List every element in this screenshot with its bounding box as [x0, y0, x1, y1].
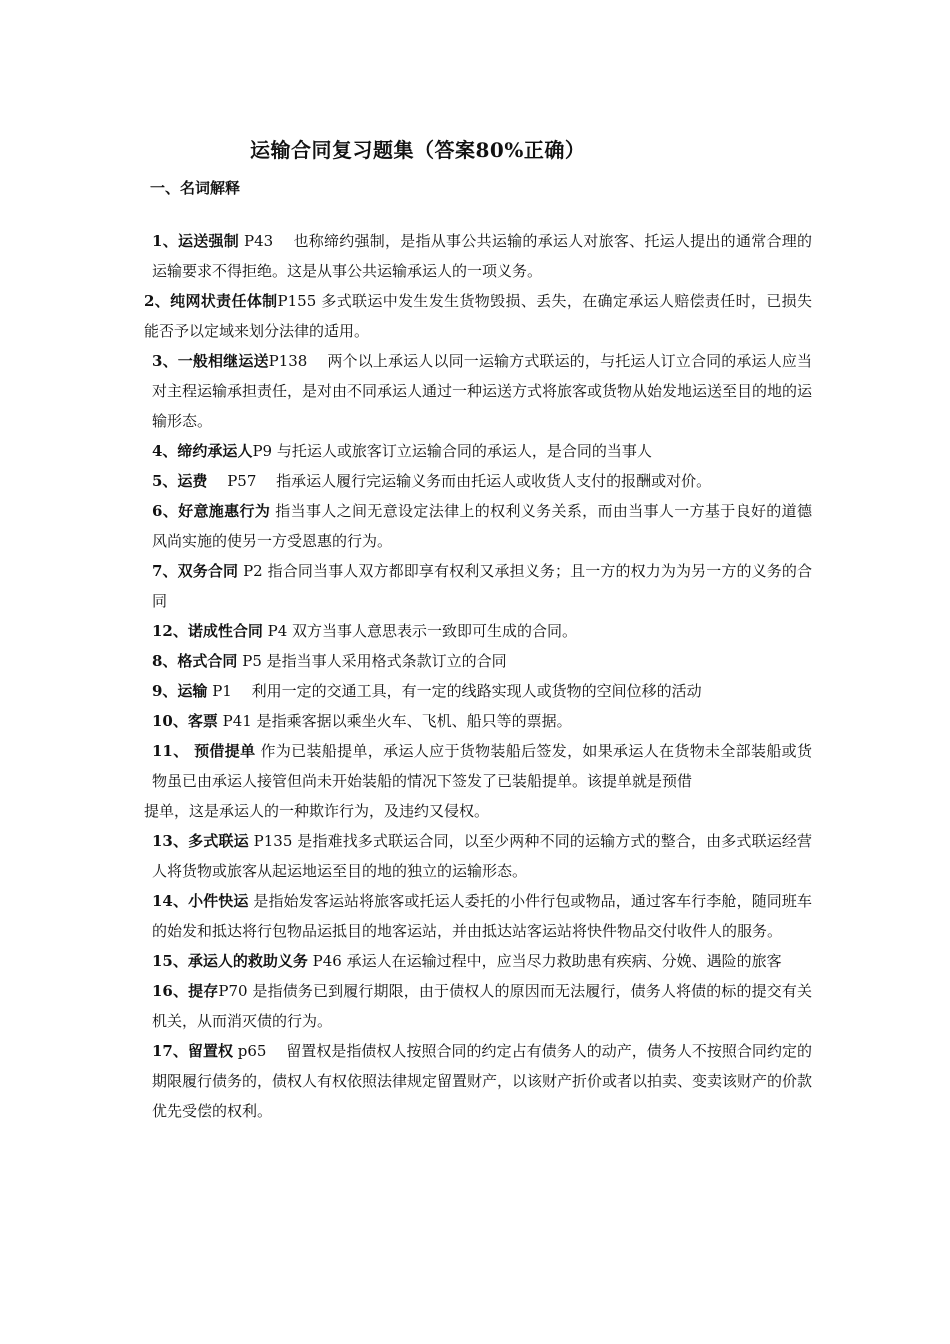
entry-text: P138 两个以上承运人以同一运输方式联运的，与托运人订立合同的承运人应当对主程运输承担责任，是对由不同承运人通过一种运送方式将旅客或货物从始发地运送至目的地的运输形态。 — [152, 352, 813, 430]
entry-text: P2 指合同当事人双方都即享有权利又承担义务；且一方的权力为为另一方的义务的合同 — [152, 562, 812, 610]
entry-text: P155 多式联运中发生发生货物毁损、丢失，在确定承运人赔偿责任时，已损失能否予以定域来划分法律的适用。 — [144, 292, 812, 340]
entry-term: 6、好意施惠行为 — [152, 502, 271, 520]
document-title: 运输合同复习题集（答案80%正确） — [250, 138, 586, 162]
definition-entry — [144, 946, 812, 976]
definition-entry — [144, 556, 812, 616]
definition-entry-continuation — [144, 796, 812, 826]
definition-entry — [144, 226, 812, 286]
definition-entry — [144, 736, 812, 796]
definition-entry — [144, 676, 812, 706]
definition-entry — [144, 976, 812, 1036]
definition-entry — [144, 1036, 812, 1126]
entry-term: 13、多式联运 — [152, 832, 249, 850]
definition-entry — [144, 616, 812, 646]
definition-entry — [144, 346, 812, 436]
entry-term: 12、诺成性合同 — [152, 622, 263, 640]
entry-term: 2、纯网状责任体制 — [144, 292, 278, 310]
section-heading: 一、名词解释 — [150, 179, 241, 197]
entry-term: 10、客票 — [152, 712, 218, 730]
entry-term: 1、运送强制 — [152, 232, 239, 250]
entry-text: P41 是指乘客据以乘坐火车、飞机、船只等的票据。 — [217, 712, 572, 730]
entry-term: 16、提存 — [152, 982, 219, 1000]
definition-entry — [144, 286, 812, 346]
entry-term: 14、小件快运 — [152, 892, 249, 910]
entry-term: 7、双务合同 — [152, 562, 239, 580]
definition-entry — [144, 466, 812, 496]
entry-text: P43 也称缔约强制，是指从事公共运输的承运人对旅客、托运人提出的通常合理的运输要求不得拒绝。这是从事公共运输承运人的一项义务。 — [152, 232, 812, 280]
entry-text: P57 指承运人履行完运输义务而由托运人或收货人支付的报酬或对价。 — [207, 472, 712, 490]
entry-text: p65 留置权是指债权人按照合同的约定占有债务人的动产，债务人不按照合同约定的期限履行债务的，债权人有权依照法律规定留置财产，以该财产折价或者以拍卖、变卖该财产的价款优先受偿的权利。 — [152, 1042, 813, 1120]
entry-term: 15、承运人的救助义务 — [152, 952, 308, 970]
entry-text: P9 与托运人或旅客订立运输合同的承运人，是合同的当事人 — [252, 442, 652, 460]
entry-text: 指当事人之间无意设定法律上的权利义务关系，而由当事人一方基于良好的道德风尚实施的使另一方受恩惠的行为。 — [152, 502, 812, 550]
entry-text: P46 承运人在运输过程中，应当尽力救助患有疾病、分娩、遇险的旅客 — [307, 952, 782, 970]
entry-term: 17、留置权 — [152, 1042, 233, 1060]
entry-text: P5 是指当事人采用格式条款订立的合同 — [237, 652, 507, 670]
definition-entry — [144, 436, 812, 466]
entry-text: P4 双方当事人意思表示一致即可生成的合同。 — [262, 622, 578, 640]
entry-term: 4、缔约承运人 — [152, 442, 253, 460]
entry-text: 作为已装船提单，承运人应于货物装船后签发，如果承运人在货物未全部装船或货物虽已由承运人接管但尚未开始装船的情况下签发了已装船提单。该提单就是预借 — [152, 742, 812, 790]
entry-text: P70 是指债务已到履行期限，由于债权人的原因而无法履行，债务人将债的标的提交有关机关，从而消灭债的行为。 — [152, 982, 813, 1030]
definition-entry — [144, 646, 812, 676]
entry-term: 3、一般相继运送 — [152, 352, 269, 370]
entry-term: 11、 预借提单 — [152, 742, 256, 760]
definition-list — [144, 226, 812, 1126]
entry-text: 是指始发客运站将旅客或托运人委托的小件行包或物品，通过客车行李舱，随同班车的始发和抵达将行包物品运抵目的地客运站，并由抵达站客运站将快件物品交付收件人的服务。 — [152, 892, 812, 940]
definition-entry — [144, 886, 812, 946]
entry-text: P135 是指难找多式联运合同，以至少两种不同的运输方式的整合，由多式联运经营人将货物或旅客从起运地运至目的地的独立的运输形态。 — [152, 832, 812, 880]
entry-term: 5、运费 — [152, 472, 208, 490]
definition-entry — [144, 826, 812, 886]
definition-entry — [144, 496, 812, 556]
entry-term: 9、运输 — [152, 682, 208, 700]
definition-entry — [144, 706, 812, 736]
entry-term: 8、格式合同 — [152, 652, 238, 670]
entry-text: 提单，这是承运人的一种欺诈行为，及违约又侵权。 — [144, 802, 490, 820]
entry-text: P1 利用一定的交通工具，有一定的线路实现人或货物的空间位移的活动 — [207, 682, 702, 700]
